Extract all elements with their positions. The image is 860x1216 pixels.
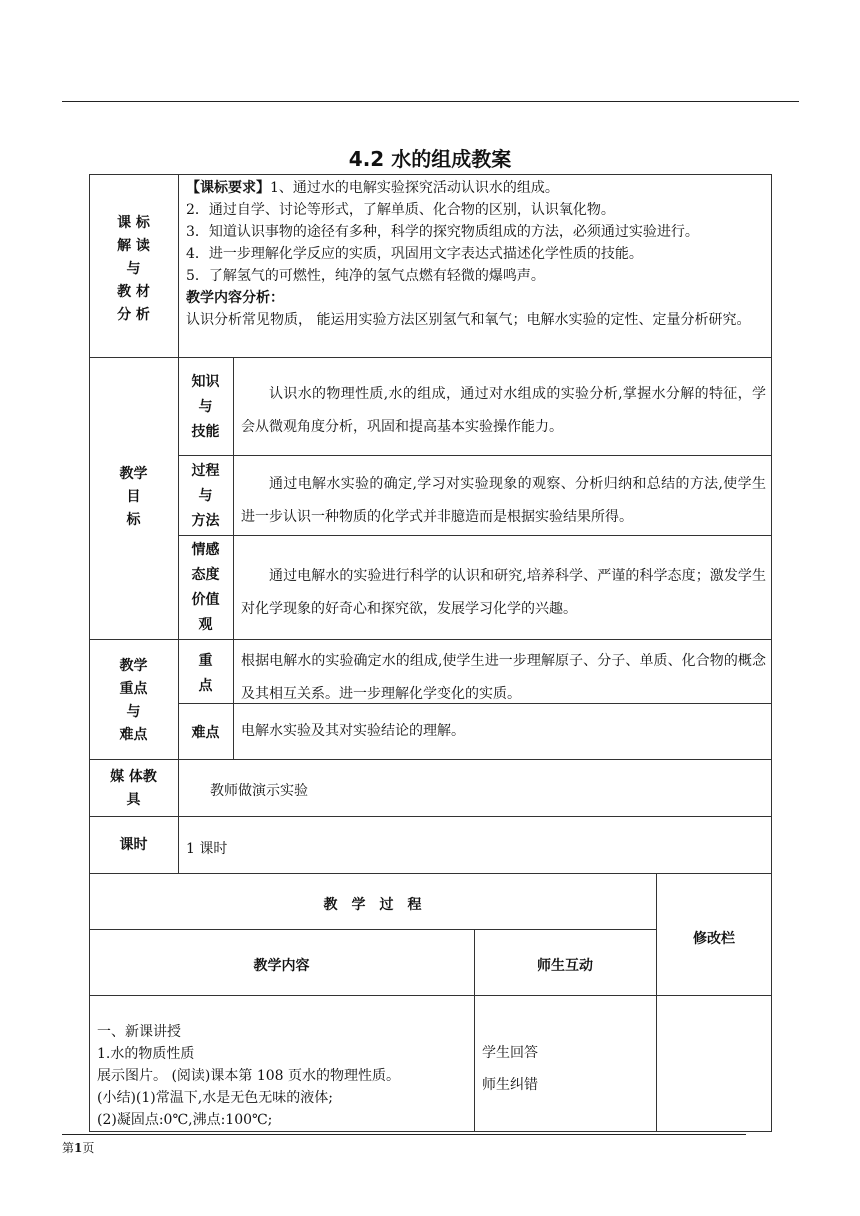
revise-column-header: 修改栏 bbox=[693, 931, 735, 947]
teacher-student-interaction: 学生回答 师生纠错 bbox=[482, 1045, 538, 1093]
period-text: 1 课时 bbox=[186, 841, 228, 857]
goal-process-text: 通过电解水实验的确定,学习对实验现象的观察、分析归纳和总结的方法,使学生进一步认识一种物质的化学式并非臆造而是根据实验结果所得。 bbox=[241, 476, 766, 525]
content-column-header: 教学内容 bbox=[253, 958, 310, 974]
sec1-label: 课 标 解 读 与 教 材 分 析 bbox=[117, 215, 150, 323]
goal-attitude-label: 情感 态度 价值 观 bbox=[191, 542, 220, 633]
sec3-label: 教学 重点 与 难点 bbox=[119, 658, 148, 743]
curriculum-requirements: 【课标要求】1、通过水的电解实验探究活动认识水的组成。 2．通过自学、讨论等形式，了解单质、化合物的区别，认识氧化物。 3．知道认识事物的途径有多种，科学的探究物质组成的方法，必须通过实验进行。 4．进一步理解化学反应的实质，巩固用文字表达式描述化学性质的技能。 5．了解氢气的可燃性，纯净的氢气点燃有轻微的爆鸣声。 教学内容分析： 认识分析常见物质， 能运用实验方法区别氢气和氧气；电解水实验的定性、定量分析研究。 bbox=[186, 180, 751, 328]
key-point-text: 根据电解水的实验确定水的组成,使学生进一步理解原子、分子、单质、化合物的概念及其相互关系。进一步理解化学变化的实质。 bbox=[241, 653, 766, 702]
goal-knowledge-text: 认识水的物理性质,水的组成，通过对水组成的实验分析,掌握水分解的特征，学会从微观角度分析，巩固和提高基本实验操作能力。 bbox=[241, 386, 766, 435]
media-text: 教师做演示实验 bbox=[210, 783, 308, 799]
process-header: 教 学 过 程 bbox=[323, 897, 422, 913]
period-label: 课时 bbox=[119, 837, 148, 853]
sec2-label: 教学 目 标 bbox=[119, 466, 148, 528]
page-number: 第1页 bbox=[62, 1141, 95, 1155]
difficulty-label: 难点 bbox=[191, 725, 220, 741]
media-label: 媒 体教 具 bbox=[110, 769, 157, 808]
goal-knowledge-label: 知识 与 技能 bbox=[191, 374, 220, 440]
goal-process-label: 过程 与 方法 bbox=[191, 463, 220, 529]
teaching-content: 一、新课讲授 1.水的物质性质 展示图片。 (阅读)课本第 108 页水的物理性质。 (小结)(1)常温下,水是无色无味的液体; (2)凝固点:0℃,沸点:100℃; bbox=[97, 1024, 400, 1128]
interact-column-header: 师生互动 bbox=[537, 958, 593, 974]
key-point-label: 重 点 bbox=[198, 653, 213, 694]
page-title: 4.2 水的组成教案 bbox=[348, 147, 512, 171]
header-rule bbox=[62, 101, 799, 102]
difficulty-text: 电解水实验及其对实验结论的理解。 bbox=[241, 723, 465, 739]
footer-rule bbox=[62, 1134, 746, 1135]
goal-attitude-text: 通过电解水的实验进行科学的认识和研究,培养科学、严谨的科学态度；激发学生对化学现象的好奇心和探究欲，发展学习化学的兴趣。 bbox=[241, 568, 766, 617]
